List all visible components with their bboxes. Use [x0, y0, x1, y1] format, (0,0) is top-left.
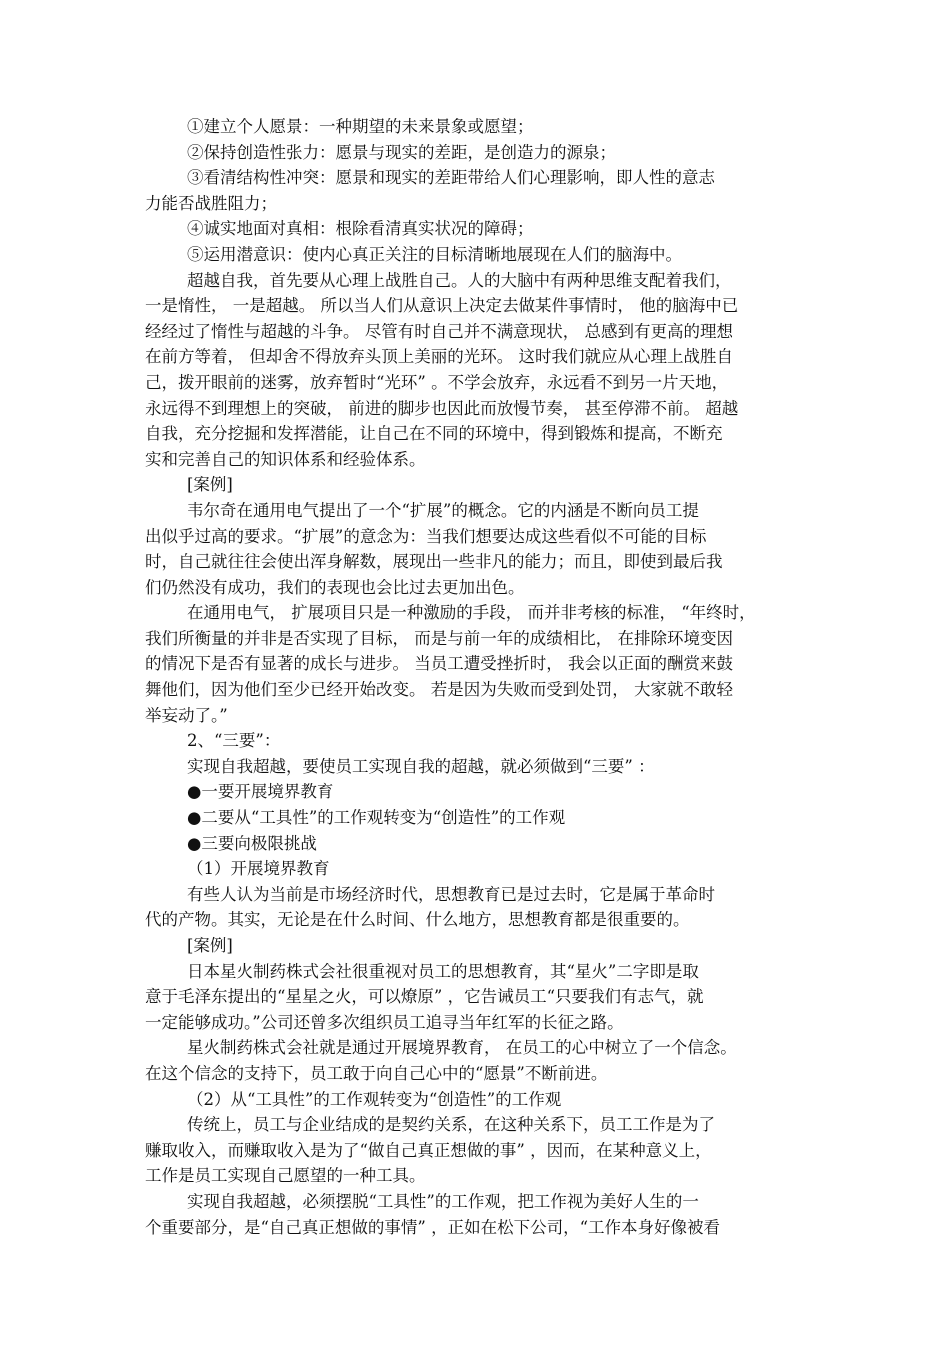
text-line: 代的产物。其实，无论是在什么时间、什么地方，思想教育都是很重要的。 [145, 910, 690, 930]
text-line: ③看清结构性冲突：愿景和现实的差距带给人们心理影响，即人性的意志 [187, 168, 715, 188]
text-line: 工作是员工实现自己愿望的一种工具。 [145, 1166, 426, 1186]
text-line: 己，拨开眼前的迷雾，放弃暂时“光环” 。不学会放弃，永远看不到另一片天地， [145, 372, 729, 392]
body-text [145, 114, 810, 1240]
text-line: ①建立个人愿景：一种期望的未来景象或愿望； [187, 117, 534, 136]
text-line: 我们所衡量的并非是否实现了目标， 而是与前一年的成绩相比， 在排除环境变因 [145, 628, 733, 648]
text-line: 在通用电气， 扩展项目只是一种激励的手段， 而并非考核的标准， “年终时， [187, 603, 756, 623]
text-line: 星火制药株式会社就是通过开展境界教育， 在员工的心中树立了一个信念。 [187, 1038, 737, 1058]
text-line: 韦尔奇在通用电气提出了一个“扩展”的概念。它的内涵是不断向员工提 [187, 500, 699, 520]
text-line: 在这个信念的支持下，员工敢于向自己心中的“愿景”不断前进。 [145, 1063, 608, 1083]
text-line: ②保持创造性张力：愿景与现实的差距，是创造力的源泉； [187, 142, 616, 162]
text-line: [案例] [187, 936, 233, 955]
text-line: （2）从“工具性”的工作观转变为“创造性”的工作观 [187, 1089, 562, 1109]
text-line: 力能否战胜阻力； [145, 193, 277, 213]
text-line: 时，自己就往往会使出浑身解数，展现出一些非凡的能力；而且，即使到最后我 [145, 552, 723, 572]
text-line: 赚取收入，而赚取收入是为了“做自己真正想做的事” ，因而，在某种意义上， [145, 1140, 712, 1160]
text-line: 永远得不到理想上的突破， 前进的脚步也因此而放慢节奏， 甚至停滞不前。 超越 [145, 398, 739, 418]
text-line: 舞他们，因为他们至少已经开始改变。 若是因为失败而受到处罚， 大家就不敢轻 [145, 680, 733, 700]
text-line: ●一要开展境界教育 [187, 782, 334, 802]
text-line: （1）开展境界教育 [187, 859, 330, 879]
text-line: 在前方等着， 但却舍不得放弃头顶上美丽的光环。 这时我们就应从心理上战胜自 [145, 347, 733, 367]
text-line: 2、“三要”： [187, 731, 281, 751]
text-line: 出似乎过高的要求。“扩展”的意念为：当我们想要达成这些看似不可能的目标 [145, 526, 707, 546]
text-line: 一是惰性， 一是超越。 所以当人们从意识上决定去做某件事情时， 他的脑海中已 [145, 296, 739, 316]
text-line: ⑤运用潜意识：使内心真正关注的目标清晰地展现在人们的脑海中。 [187, 244, 682, 264]
text-line: 实现自我超越，必须摆脱“工具性”的工作观，把工作视为美好人生的一 [187, 1191, 699, 1211]
text-line: 超越自我，首先要从心理上战胜自己。人的大脑中有两种思维支配着我们， [187, 270, 732, 290]
text-line: [案例] [187, 475, 233, 495]
text-line: 传统上，员工与企业结成的是契约关系，在这种关系下，员工工作是为了 [187, 1115, 715, 1135]
text-line: 举妄动了。” [145, 705, 228, 725]
text-line: 意于毛泽东提出的“星星之火，可以燎原” ，它告诫员工“只要我们有志气，就 [145, 987, 704, 1007]
text-line: ●三要向极限挑战 [187, 833, 317, 853]
text-line: 自我，充分挖掘和发挥潜能，让自己在不同的环境中，得到锻炼和提高，不断充 [145, 424, 723, 444]
text-line: 实和完善自己的知识体系和经验体系。 [145, 449, 426, 469]
text-line: 日本星火制药株式会社很重视对员工的思想教育，其“星火”二字即是取 [187, 961, 699, 981]
text-line: 个重要部分，是“自己真正想做的事情” ，正如在松下公司，“工作本身好像被看 [145, 1217, 721, 1237]
text-line: 们仍然没有成功，我们的表现也会比过去更加出色。 [145, 577, 525, 597]
text-line: 一定能够成功。”公司还曾多次组织员工追寻当年红军的长征之路。 [145, 1012, 624, 1032]
text-line: 经经过了惰性与超越的斗争。 尽管有时自己并不满意现状， 总感到有更高的理想 [145, 321, 733, 341]
text-line: 有些人认为当前是市场经济时代，思想教育已是过去时，它是属于革命时 [187, 884, 715, 904]
text-line: ④诚实地面对真相：根除看清真实状况的障碍； [187, 219, 534, 239]
text-line: ●二要从“工具性”的工作观转变为“创造性”的工作观 [187, 808, 566, 828]
text-line: 的情况下是否有显著的成长与进步。 当员工遭受挫折时， 我会以正面的酬赏来鼓 [145, 654, 733, 674]
text-line: 实现自我超越，要使员工实现自我的超越，就必须做到“三要” ： [187, 756, 655, 776]
